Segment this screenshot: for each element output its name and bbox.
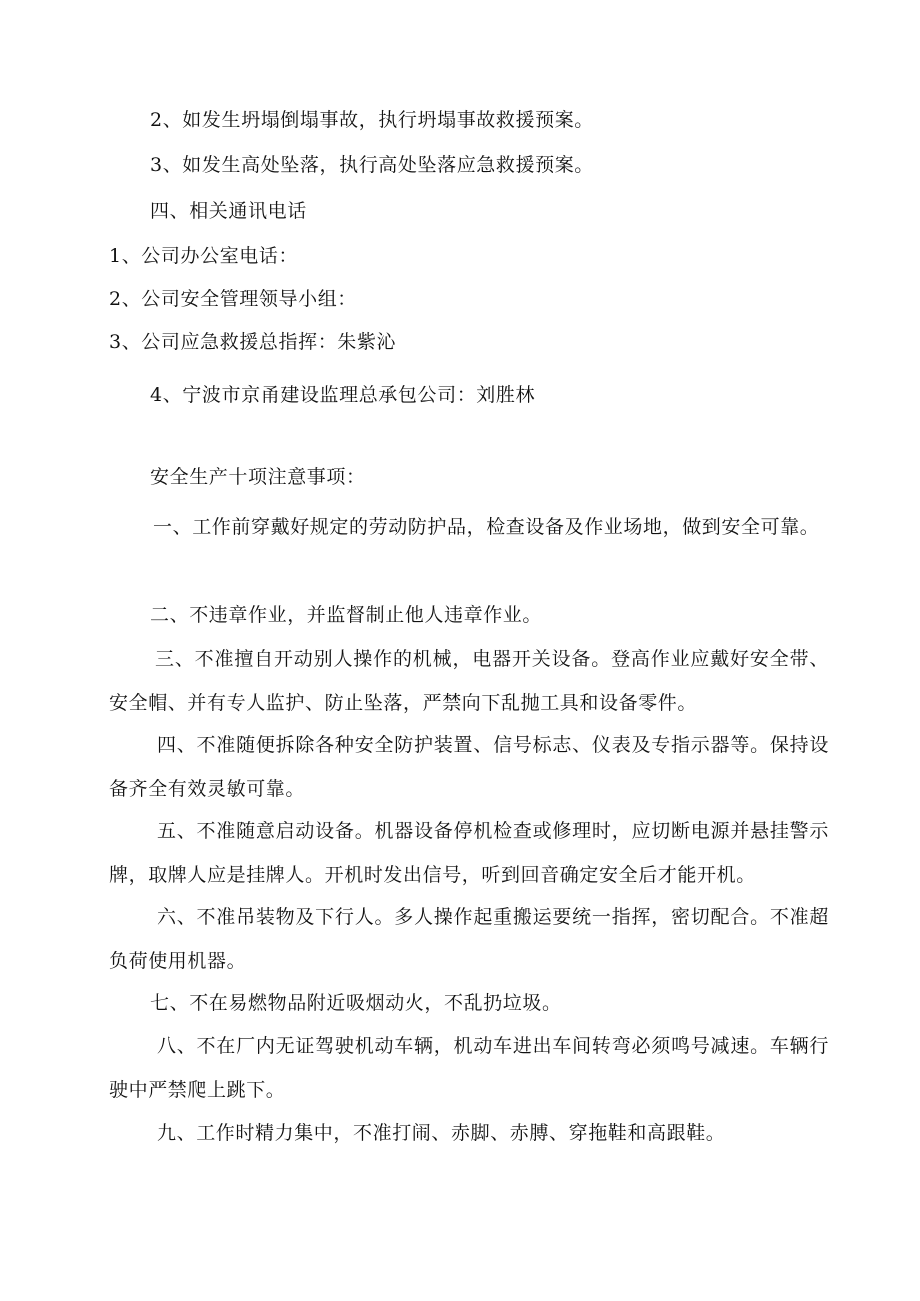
contact-item-4: 4、宁波市京甬建设监理总承包公司：刘胜林 [150, 384, 536, 406]
safety-rule-7: 七、不在易燃物品附近吸烟动火，不乱扔垃圾。 [150, 992, 562, 1014]
safety-rule-5: 五、不准随意启动设备。机器设备停机检查或修理时，应切断电源并悬挂警示牌，取牌人应是挂牌人。开机时发出信号，听到回音确定安全后才能开机。 [109, 820, 829, 886]
emergency-plan-item-3: 3、如发生高处坠落，执行高处坠落应急救援预案。 [150, 154, 594, 176]
contact-item-1: 1、公司办公室电话： [109, 245, 299, 267]
safety-rule-6: 六、不准吊装物及下行人。多人操作起重搬运要统一指挥，密切配合。不准超负荷使用机器。 [109, 906, 829, 972]
safety-rules-heading: 安全生产十项注意事项： [150, 466, 366, 488]
contacts-heading: 四、相关通讯电话 [150, 200, 307, 222]
safety-rule-3: 三、不准擅自开动别人操作的机械，电器开关设备。登高作业应戴好安全带、安全帽、并有专人监护、防止坠落，严禁向下乱抛工具和设备零件。 [109, 648, 829, 714]
safety-rule-1: 一、工作前穿戴好规定的劳动防护品，检查设备及作业场地，做到安全可靠。 [153, 516, 820, 538]
safety-rule-4: 四、不准随便拆除各种安全防护装置、信号标志、仪表及专指示器等。保持设备齐全有效灵敏可靠。 [109, 734, 829, 800]
contact-item-2: 2、公司安全管理领导小组： [109, 288, 357, 310]
safety-rule-2: 二、不违章作业，并监督制止他人违章作业。 [150, 604, 543, 626]
safety-rule-8: 八、不在厂内无证驾驶机动车辆，机动车进出车间转弯必须鸣号减速。车辆行驶中严禁爬上跳下。 [109, 1035, 829, 1101]
safety-rule-9: 九、工作时精力集中，不准打闹、赤脚、赤膊、穿拖鞋和高跟鞋。 [157, 1122, 726, 1144]
emergency-plan-item-2: 2、如发生坍塌倒塌事故，执行坍塌事故救援预案。 [150, 109, 594, 131]
contact-item-3: 3、公司应急救援总指挥：朱紫沁 [109, 331, 397, 353]
